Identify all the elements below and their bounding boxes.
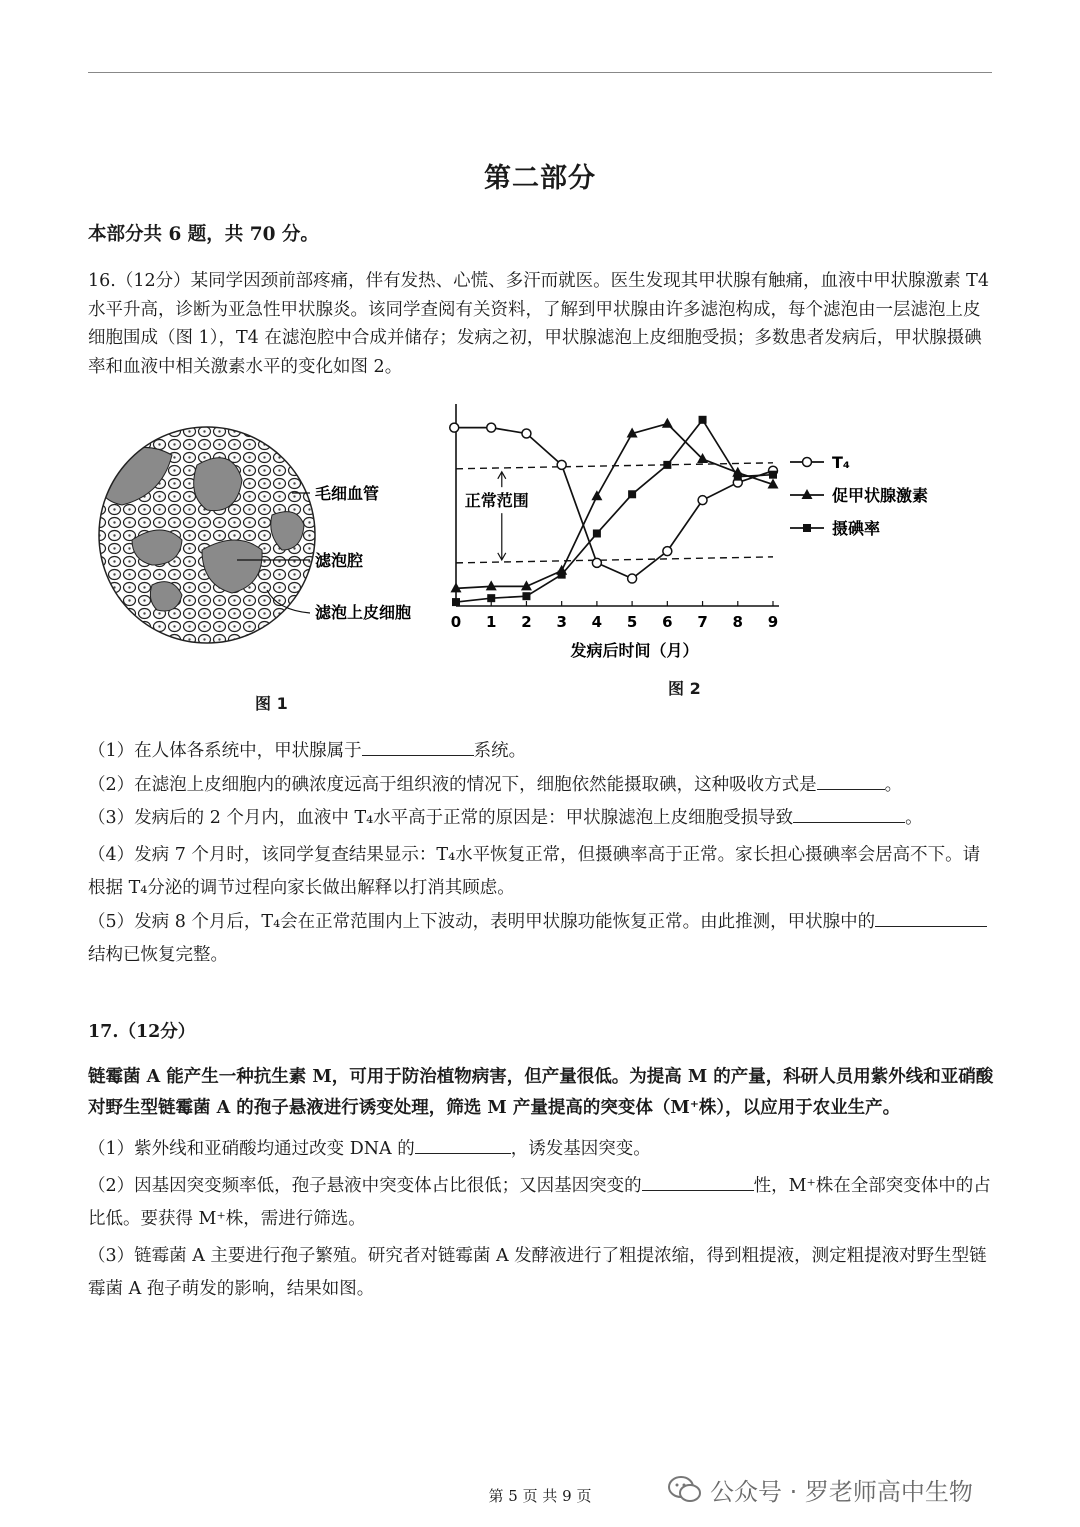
data-point: [803, 524, 811, 532]
watermark: [668, 1472, 973, 1507]
q17-stem: 链霉菌 A 能产生一种抗生素 M，可用于防治植物病害，但产量很低。为提高 M 的产量，科研人员用紫外线和亚硝酸对野生型链霉菌 A 的孢子悬液进行诱变处理，筛选 M 产量提高的突变体（M⁺株），以应用于农业生产。: [88, 1067, 994, 1118]
callout-capillary: 毛细血管: [315, 484, 380, 503]
data-point: [593, 529, 601, 537]
q16-part-4: （4）发病 7 个月时，该同学复查结果显示：T₄水平恢复正常，但摄碘率高于正常。家长担心摄碘率会居高不下。请根据 T₄分泌的调节过程向家长做出解释以打消其顾虑。: [88, 845, 981, 898]
q16-stem: 16.（12分）某同学因颈前部疼痛，伴有发热、心慌、多汗而就医。医生发现其甲状腺有触痛，血液中甲状腺激素 T4 水平升高，诊断为亚急性甲状腺炎。该同学查阅有关资料，了解到甲状腺由许多滤泡构成，每个滤泡由一层滤泡上皮细胞围成（图 1），T4 在滤泡腔中合成并储存；发病之初，甲状腺滤泡上皮细胞受损；多数患者发病后，甲状腺摄碘率和血液中相关激素水平的变化如图 2。: [88, 271, 989, 377]
wechat-icon: [668, 1475, 702, 1505]
q17-head: 17.（12分）: [88, 1022, 196, 1042]
figure-1: [92, 425, 442, 645]
answer-blank[interactable]: [642, 1172, 754, 1191]
top-rule: [88, 72, 992, 73]
data-point: [662, 418, 673, 428]
x-tick-label: 2: [521, 613, 532, 631]
data-point: [450, 423, 459, 432]
x-axis-label: 发病后时间（月）: [570, 641, 699, 660]
data-point: [558, 571, 566, 579]
data-point: [802, 489, 813, 499]
figure-2-chart: [440, 398, 929, 670]
answer-blank[interactable]: [817, 771, 885, 790]
data-point: [522, 429, 531, 438]
section-intro: 本部分共 6 题，共 70 分。: [88, 224, 319, 245]
callout-follicle-lumen: 滤泡腔: [315, 551, 364, 570]
figure-2-label: 图 2: [668, 679, 701, 698]
q17-part-1: （1）紫外线和亚硝酸均通过改变 DNA 的 ，诱发基因突变。: [88, 1135, 994, 1164]
answer-blank[interactable]: [362, 737, 474, 756]
legend-label: 摄碘率: [832, 519, 881, 538]
answer-blank[interactable]: [415, 1135, 511, 1154]
x-tick-label: 4: [591, 613, 603, 631]
data-point: [591, 490, 602, 500]
data-point: [663, 461, 671, 469]
q16-part-3: （3）发病后的 2 个月内，血液中 T₄水平高于正常的原因是：甲状腺滤泡上皮细胞受损导致 。: [88, 804, 994, 833]
data-point: [486, 580, 497, 590]
q17-part-2: （2）因基因突变频率低，孢子悬液中突变体占比很低；又因基因突变的 性，M⁺株在全部突变体中的占比低。要获得 M⁺株，需进行筛选。: [88, 1170, 994, 1236]
data-point: [699, 416, 707, 424]
x-tick-label: 9: [767, 613, 779, 631]
page-footer: 第 5 页 共 9 页: [488, 1487, 592, 1505]
data-point: [628, 490, 636, 498]
normal-range-label: 正常范围: [464, 491, 529, 511]
data-point: [592, 558, 601, 567]
data-point: [769, 471, 777, 479]
data-point: [803, 458, 812, 467]
data-point: [734, 473, 742, 481]
page-title: 第二部分: [484, 163, 596, 194]
q16-part-5: （5）发病 8 个月后，T₄会在正常范围内上下波动，表明甲状腺功能恢复正常。由此推测，甲状腺中的结构已恢复完整。: [88, 906, 994, 972]
data-point: [698, 496, 707, 505]
x-tick-label: 6: [662, 613, 673, 631]
data-point: [487, 423, 496, 432]
answer-blank[interactable]: [793, 804, 905, 823]
data-point: [663, 547, 672, 556]
answer-blank[interactable]: [875, 908, 987, 927]
q17-part-3: （3）链霉菌 A 主要进行孢子繁殖。研究者对链霉菌 A 发酵液进行了粗提浓缩，得到粗提液，测定粗提液对野生型链霉菌 A 孢子萌发的影响，结果如图。: [88, 1246, 987, 1299]
figure-1-label: 图 1: [255, 694, 288, 713]
data-point: [522, 592, 530, 600]
data-point: [557, 460, 566, 469]
data-point: [628, 574, 637, 583]
legend-label: T₄: [832, 453, 850, 472]
x-tick-label: 0: [450, 613, 462, 631]
x-tick-label: 1: [486, 613, 497, 631]
callout-epithelial-cell: 滤泡上皮细胞: [315, 603, 412, 622]
data-point: [487, 594, 495, 602]
x-tick-label: 3: [556, 613, 567, 631]
x-tick-label: 8: [732, 613, 743, 631]
watermark-text: 公众号 · 罗老师高中生物: [710, 1478, 973, 1506]
q16-part-1: （1）在人体各系统中，甲状腺属于 系统。: [88, 737, 994, 766]
legend-label: 促甲状腺激素: [832, 486, 929, 505]
x-tick-label: 7: [697, 613, 708, 631]
q16-part-2: （2）在滤泡上皮细胞内的碘浓度远高于组织液的情况下，细胞依然能摄取碘，这种吸收方式是 。: [88, 771, 994, 800]
data-point: [452, 598, 460, 606]
x-tick-label: 5: [626, 613, 638, 631]
